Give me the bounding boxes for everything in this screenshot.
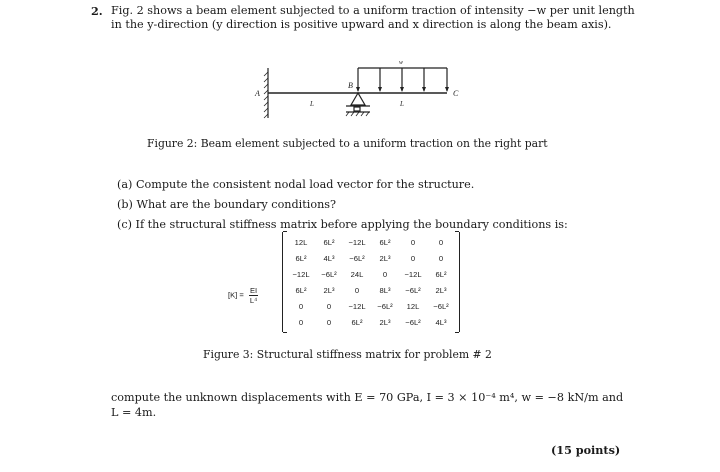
matrix-cell: −6L²: [433, 301, 449, 311]
matrix-lhs-label: [K] =: [228, 290, 244, 300]
matrix-row: [287, 250, 455, 266]
label-C: C: [453, 89, 459, 98]
matrix-cell: 0: [438, 253, 444, 263]
matrix-cell: 0: [438, 237, 444, 247]
matrix-cell: 8L³: [379, 285, 391, 295]
matrix-cell: −12L: [404, 269, 422, 279]
matrix-cell: 2L³: [323, 285, 335, 295]
problem-number: 2.: [91, 4, 103, 18]
label-w: w: [399, 60, 404, 66]
label-L2: L: [400, 100, 404, 108]
matrix-cell: 6L²: [295, 285, 307, 295]
matrix-lhs: [228, 286, 280, 305]
matrix-row: [287, 314, 455, 330]
matrix-row: [287, 234, 455, 250]
matrix-body: [282, 232, 460, 332]
matrix-cell: −6L²: [405, 317, 421, 327]
matrix-cell: 4L³: [435, 317, 447, 327]
given-line2: L = 4m.: [111, 406, 157, 419]
matrix-cell: 0: [382, 269, 388, 279]
matrix-cell: −6L²: [349, 253, 365, 263]
matrix-cell: 0: [326, 301, 332, 311]
points-label: (15 points): [551, 443, 621, 457]
matrix-cell: 4L³: [323, 253, 335, 263]
matrix-table: [287, 234, 455, 330]
matrix-cell: 0: [298, 317, 304, 327]
question-a: (a) Compute the consistent nodal load vector for the structure.: [117, 178, 475, 191]
matrix-row: [287, 298, 455, 314]
matrix-cell: −6L²: [405, 285, 421, 295]
question-b: (b) What are the boundary conditions?: [117, 198, 337, 211]
matrix-cell: 0: [298, 301, 304, 311]
label-A: A: [255, 89, 260, 98]
matrix-cell: 2L³: [379, 253, 391, 263]
problem-text-line1: Fig. 2 shows a beam element subjected to a uniform traction of intensity −w per unit length: [111, 4, 635, 17]
given-line1: compute the unknown displacements with E = 70 GPa, I = 3 × 10⁻⁴ m⁴, w = −8 kN/m and: [111, 391, 624, 404]
matrix-cell: −6L²: [377, 301, 393, 311]
matrix-cell: 6L²: [295, 253, 307, 263]
matrix-cell: 12L: [406, 301, 420, 311]
factor-numerator: EI: [249, 286, 258, 295]
pin-support: [346, 93, 370, 116]
matrix-cell: −12L: [292, 269, 310, 279]
matrix-cell: −12L: [348, 301, 366, 311]
matrix-cell: 6L²: [379, 237, 391, 247]
matrix-cell: 2L³: [379, 317, 391, 327]
matrix-cell: 0: [326, 317, 332, 327]
problem-text-line2: in the y-direction (y direction is positive upward and x direction is along the beam axis).: [111, 18, 612, 31]
matrix-cell: 24L: [350, 269, 364, 279]
matrix-cell: 2L³: [435, 285, 447, 295]
matrix-cell: 12L: [294, 237, 308, 247]
label-L1: L: [310, 100, 314, 108]
question-c: (c) If the structural stiffness matrix before applying the boundary conditions is:: [117, 218, 568, 231]
matrix-cell: 0: [410, 237, 416, 247]
figure3-caption: Figure 3: Structural stiffness matrix for problem # 2: [203, 348, 492, 361]
matrix-row: [287, 282, 455, 298]
matrix-cell: 0: [410, 253, 416, 263]
matrix-cell: 6L²: [323, 237, 335, 247]
beam-figure: [0, 0, 720, 140]
factor-denominator: L⁴: [249, 296, 258, 305]
label-B: B: [348, 81, 353, 90]
matrix-cell: 6L²: [435, 269, 447, 279]
matrix-row: [287, 266, 455, 282]
matrix-cell: 0: [354, 285, 360, 295]
matrix-factor: [249, 286, 258, 305]
matrix-cell: −6L²: [321, 269, 337, 279]
figure2-caption: Figure 2: Beam element subjected to a uniform traction on the right part: [147, 137, 548, 150]
matrix-cell: 6L²: [351, 317, 363, 327]
matrix-cell: −12L: [348, 237, 366, 247]
